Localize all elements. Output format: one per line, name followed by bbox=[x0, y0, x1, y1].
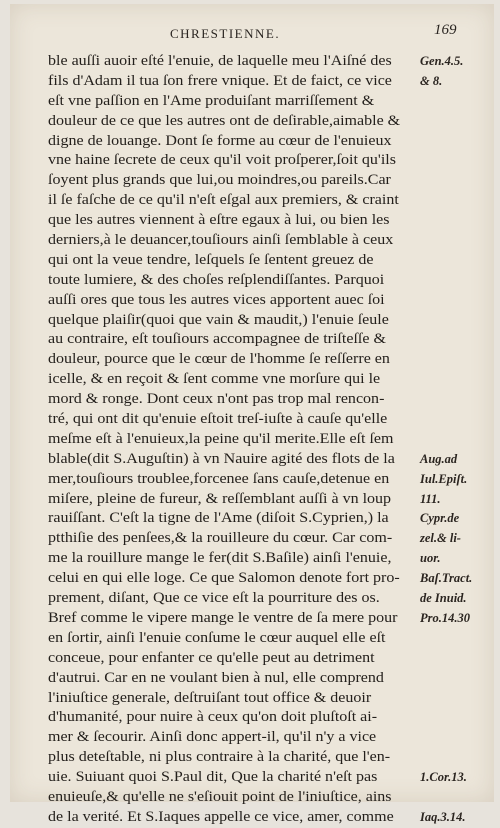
body-text bbox=[48, 52, 494, 828]
line-text: ble auſſi auoir eſté l'enuie, de laquelle meu l'Aiſné des bbox=[48, 53, 392, 69]
line-text: me la rouillure mange le fer(dit S.Baſile) ainſi l'enuie, bbox=[48, 550, 392, 567]
book-page bbox=[10, 4, 494, 825]
text-line bbox=[48, 808, 494, 828]
line-text: meſme eſt à l'enuieux,la peine qu'il merite.Elle eſt ſem bbox=[48, 430, 394, 447]
text-line bbox=[48, 171, 494, 191]
text-line bbox=[48, 251, 494, 271]
line-text: quelque plaiſir(quoi que vain & maudit,) l'enuie ſeule bbox=[48, 311, 389, 328]
margin-note: Aug.ad bbox=[420, 451, 458, 466]
text-line bbox=[48, 450, 494, 470]
margin-note: Pro.14.30 bbox=[420, 610, 470, 625]
text-line bbox=[48, 390, 494, 410]
margin-note: de Inuid. bbox=[420, 591, 467, 606]
text-line bbox=[48, 669, 494, 689]
text-line bbox=[48, 271, 494, 291]
text-line bbox=[48, 72, 494, 92]
margin-note: zel.& li- bbox=[420, 531, 461, 546]
margin-note: & 8. bbox=[420, 73, 443, 88]
text-line bbox=[48, 311, 494, 331]
line-text: mer & ſecourir. Ainſi donc appert-il, qu'il n'y a vice bbox=[48, 729, 377, 746]
line-text: Bref comme le vipere mange le ventre de ſa mere pour bbox=[48, 609, 398, 626]
line-text: douleur de ce que les autres ont de deſirable,aimable & bbox=[48, 112, 401, 129]
text-line bbox=[48, 569, 494, 589]
text-line bbox=[48, 430, 494, 450]
margin-note: Gen.4.5. bbox=[420, 54, 464, 68]
text-line bbox=[48, 768, 494, 788]
text-line bbox=[48, 788, 494, 808]
text-line bbox=[48, 708, 494, 728]
line-text: il ſe faſche de ce qu'il n'eſt eſgal aux premiers, & craint bbox=[48, 192, 399, 209]
line-text: derniers,à le deuancer,touſiours ainſi ſemblable à ceux bbox=[48, 232, 394, 249]
line-text: qui ont la veue tendre, leſquels ſe ſentent greuez de bbox=[48, 251, 374, 268]
line-text: fils d'Adam il tua ſon frere vnique. Et de faict, ce vice bbox=[48, 72, 392, 89]
line-text: d'autrui. Car en ne voulant bien à nul, elle comprend bbox=[48, 669, 384, 686]
line-text: rauiſſant. C'eſt la tigne de l'Ame (diſoit S.Cyprien,) la bbox=[48, 510, 389, 527]
text-line bbox=[48, 330, 494, 350]
text-line bbox=[48, 490, 494, 510]
text-line bbox=[48, 728, 494, 748]
line-text: uie. Suiuant quoi S.Paul dit, Que la charité n'eſt pas bbox=[48, 769, 378, 786]
line-text: digne de louange. Dont ſe forme au cœur de l'enuieux bbox=[48, 132, 392, 149]
line-text: mer,touſiours troublee,forcenee ſans cauſe,detenue en bbox=[48, 470, 390, 487]
line-text: mord & ronge. Dont ceux n'ont pas trop mal rencon- bbox=[48, 391, 385, 408]
margin-note: 111. bbox=[420, 491, 441, 506]
text-line bbox=[48, 52, 494, 72]
text-line bbox=[48, 231, 494, 251]
line-text: celui en qui elle loge. Ce que Salomon denote fort pro- bbox=[48, 570, 400, 587]
text-line bbox=[48, 350, 494, 370]
text-line bbox=[48, 112, 494, 132]
text-line bbox=[48, 509, 494, 529]
margin-note: Iaq.3.14. bbox=[420, 809, 466, 824]
text-line bbox=[48, 748, 494, 768]
running-title: CHRESTIENNE. bbox=[170, 26, 281, 41]
text-line bbox=[48, 92, 494, 112]
text-line bbox=[48, 549, 494, 569]
line-text: l'iniuſtice generale, deſtruiſant tout office & deuoir bbox=[48, 689, 372, 706]
line-text: de la verité. Et S.Iaques appelle ce vice, amer, comme bbox=[48, 808, 394, 825]
line-text: plus deteſtable, ni plus contraire à la charité, que l'en- bbox=[48, 749, 391, 766]
margin-note: Iul.Epiſt. bbox=[420, 471, 468, 486]
line-text: miſere, pleine de fureur, & reſſemblant auſſi à vn loup bbox=[48, 490, 392, 507]
line-text: ptthiſie des penſees,& la rouilleure du cœur. Car com- bbox=[48, 530, 393, 547]
text-line bbox=[48, 529, 494, 549]
page-header bbox=[10, 22, 494, 46]
line-text: toute lumiere, & des choſes reſplendiſſantes. Parquoi bbox=[48, 271, 385, 288]
line-text: d'humanité, pour nuire à ceux qu'on doit pluſtoſt ai- bbox=[48, 709, 378, 726]
line-text: conceue, pour enfanter ce qu'elle peut au detriment bbox=[48, 649, 375, 666]
margin-note: 1.Cor.13. bbox=[420, 770, 467, 785]
text-line bbox=[48, 689, 494, 709]
margin-note: Cypr.de bbox=[420, 511, 460, 526]
line-text: ſoyent plus grands que lui,ou moindres,ou pareils.Car bbox=[48, 172, 391, 189]
line-text: vne haine ſecrete de ceux qu'il voit proſperer,ſoit qu'ils bbox=[48, 152, 396, 169]
text-line bbox=[48, 589, 494, 609]
line-text: en ſortir, ainſi l'enuie conſume le cœur auquel elle eſt bbox=[48, 629, 386, 646]
text-line bbox=[48, 410, 494, 430]
text-line bbox=[48, 649, 494, 669]
line-text: douleur, pource que le cœur de l'homme ſe reſſerre en bbox=[48, 351, 390, 368]
text-line bbox=[48, 370, 494, 390]
text-line bbox=[48, 609, 494, 629]
line-text: auſſi ores que tous les autres vices apportent auec ſoi bbox=[48, 291, 385, 308]
text-line bbox=[48, 151, 494, 171]
line-text: icelle, & en reçoit & ſent comme vne morſure qui le bbox=[48, 371, 381, 388]
text-line bbox=[48, 132, 494, 152]
line-text: tré, qui ont dit qu'enuie eſtoit treſ-iuſte à cauſe qu'elle bbox=[48, 411, 388, 428]
text-line bbox=[48, 470, 494, 490]
text-line bbox=[48, 291, 494, 311]
text-line bbox=[48, 191, 494, 211]
line-text: blable(dit S.Auguſtin) à vn Nauire agité des flots de la bbox=[48, 450, 395, 467]
line-text: prement, diſant, Que ce vice eſt la pourriture des os. bbox=[48, 590, 380, 607]
line-text: enuieuſe,& qu'elle ne s'eſiouit point de l'iniuſtice, ains bbox=[48, 788, 392, 805]
margin-note: uor. bbox=[420, 551, 441, 566]
line-text: que les autres viennent à eſtre egaux à lui, ou bien les bbox=[48, 212, 390, 229]
text-line bbox=[48, 629, 494, 649]
page-number: 169 bbox=[434, 22, 457, 38]
line-text: eſt vne paſſion en l'Ame produiſant marriſſement & bbox=[48, 92, 375, 109]
line-text: au contraire, eſt touſiours accompagnee de triſteſſe & bbox=[48, 331, 386, 348]
margin-note: Baſ.Tract. bbox=[420, 571, 473, 586]
text-line bbox=[48, 211, 494, 231]
